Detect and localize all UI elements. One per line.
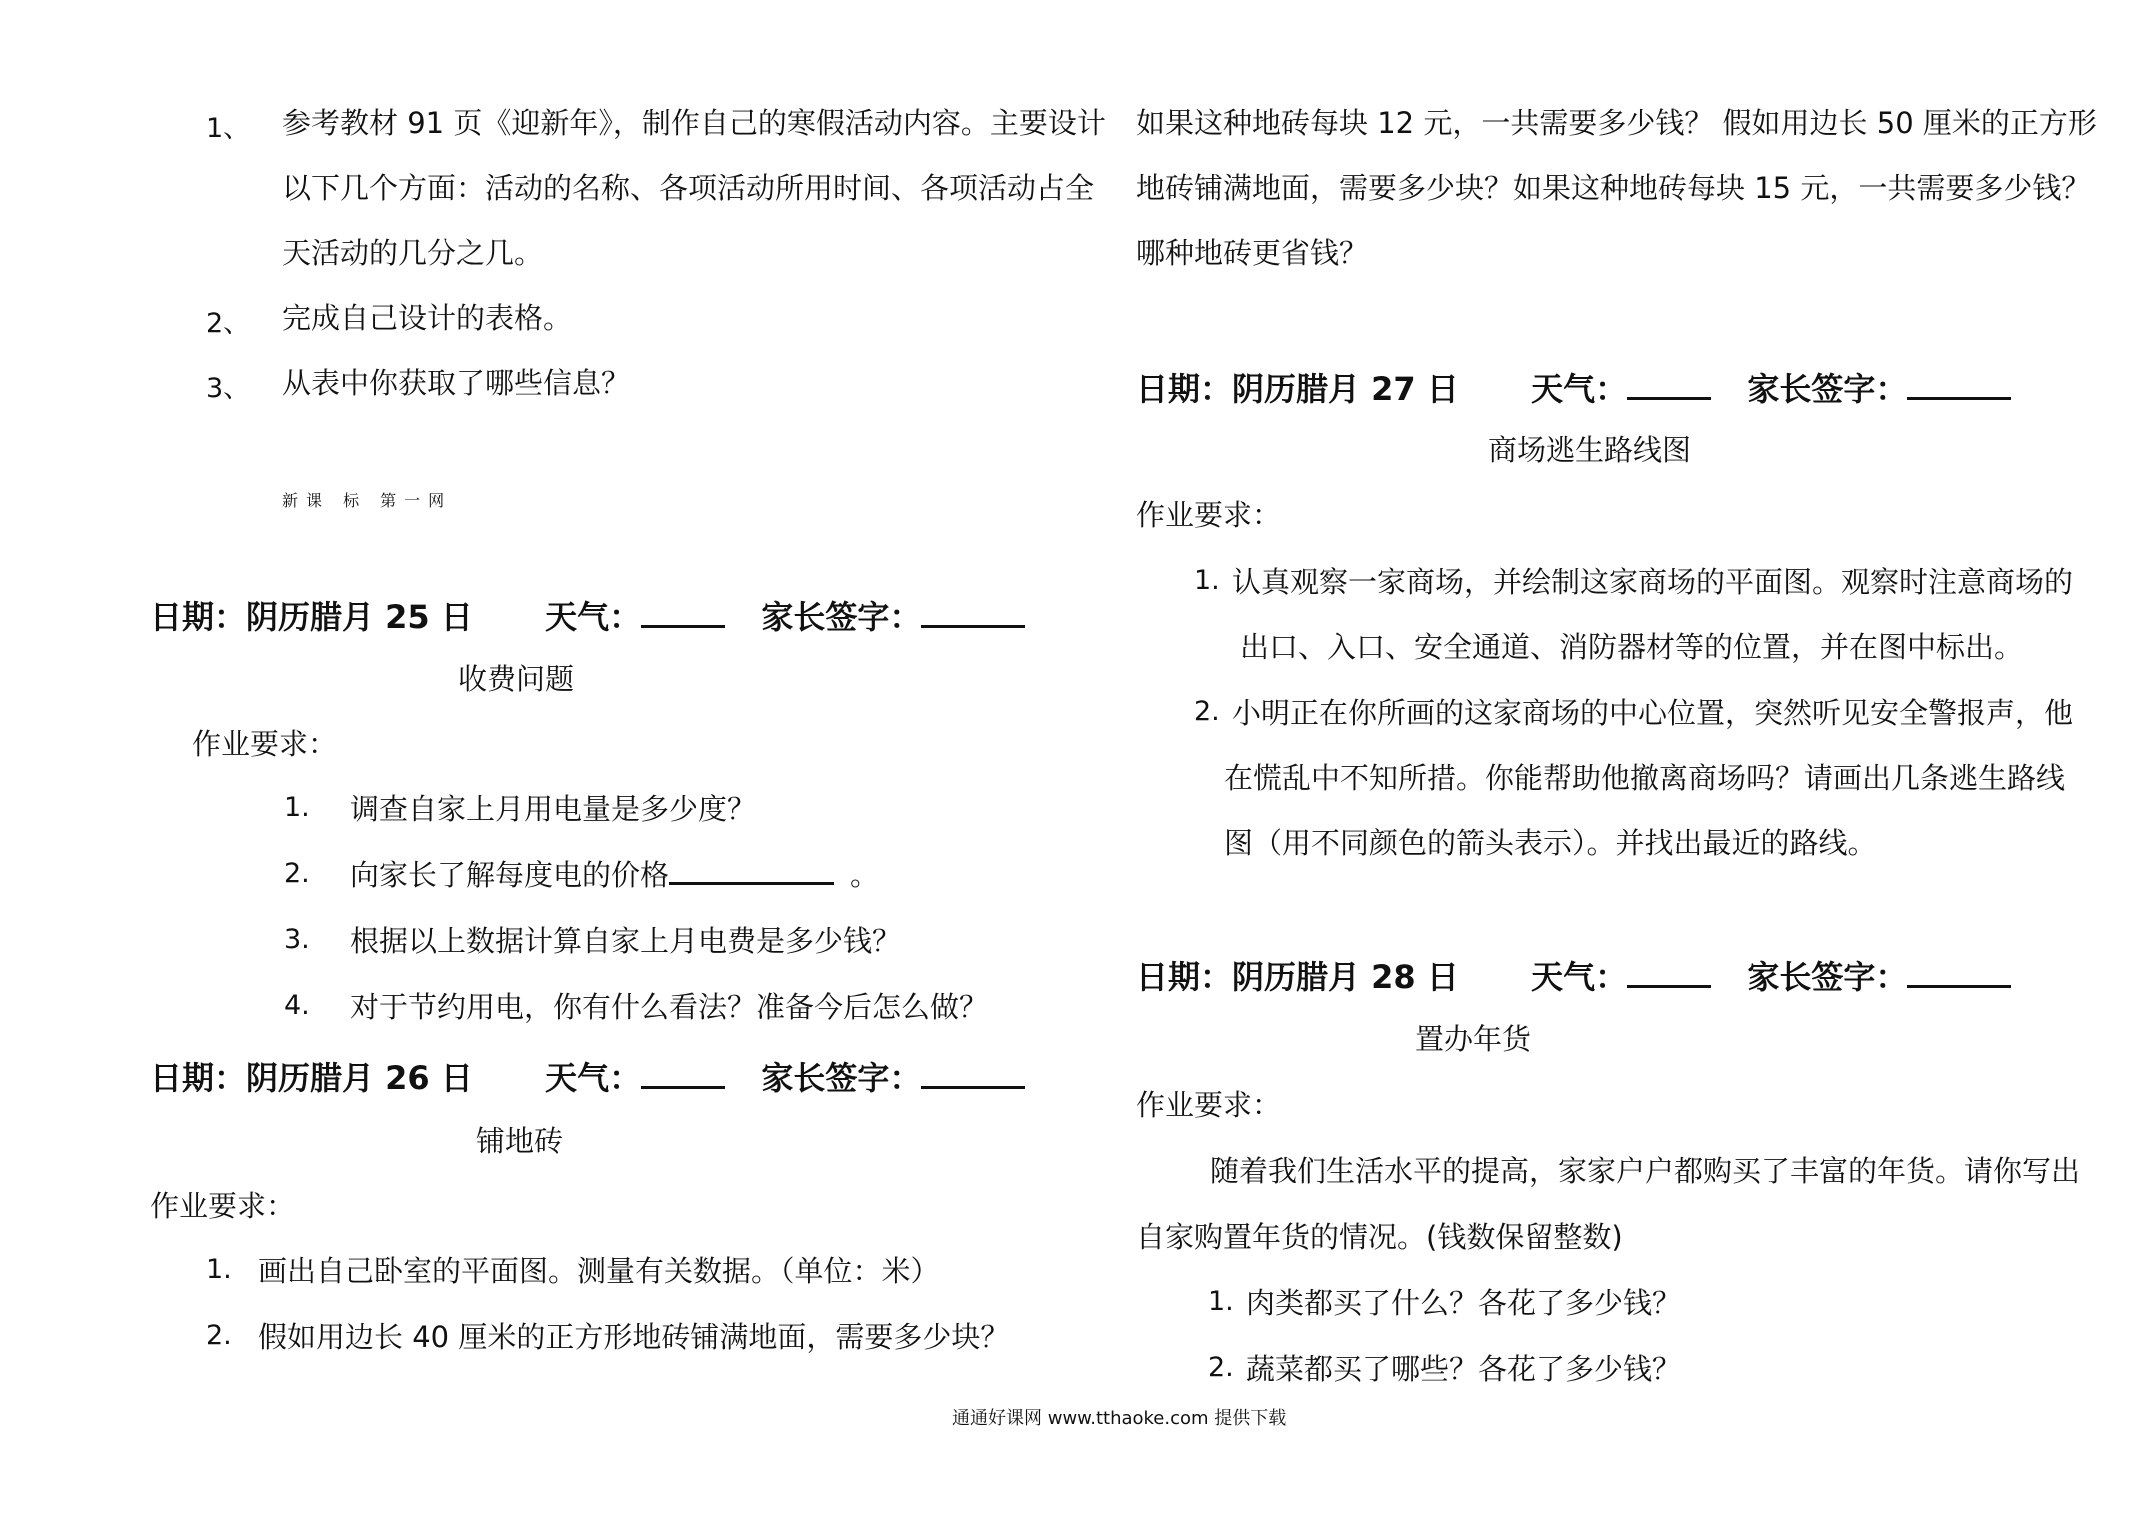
list-item-text: 根据以上数据计算自家上月电费是多少钱？ [350,924,902,958]
date-heading [1136,364,2011,410]
list-number: 2. [206,1320,232,1351]
list-number: 3. [284,924,310,955]
date-label: 日期：阴历腊月 25 日 [150,598,473,636]
requirement-label: 作业要求： [150,1189,296,1223]
date-heading [1136,952,2011,998]
list-number: 2. [284,858,310,889]
list-number: 1、 [206,113,251,144]
price-question: 向家长了解每度电的价格 [350,858,670,892]
signature-blank [1907,984,2011,988]
signature-blank [921,1085,1025,1089]
intro-text: 自家购置年货的情况。(钱数保留整数) [1136,1220,1623,1254]
list-number: 4. [284,990,310,1021]
continued-text: 哪种地砖更省钱？ [1136,236,1369,270]
watermark-text: 新课 标 第一网 [282,491,453,510]
list-item-text: 图（用不同颜色的箭头表示）。并找出最近的路线。 [1224,826,1877,860]
weather-blank [641,624,725,628]
weather-label: 天气： [545,1059,642,1097]
list-number: 1. [206,1254,232,1285]
list-item-text: 小明正在你所画的这家商场的中心位置，突然听见安全警报声，他 [1232,696,2074,730]
list-number: 2、 [206,308,251,339]
list-item-text: 调查自家上月用电量是多少度？ [350,792,757,826]
continued-text: 地砖铺满地面，需要多少块？如果这种地砖每块 15 元，一共需要多少钱？ [1136,171,2091,205]
list-number: 3、 [206,373,251,404]
section-title: 置办年货 [1415,1022,1532,1056]
list-item-text: 蔬菜都买了哪些？各花了多少钱？ [1246,1352,1682,1386]
list-number: 1. [1208,1286,1234,1317]
weather-blank [1627,984,1711,988]
list-item-text: 假如用边长 40 厘米的正方形地砖铺满地面，需要多少块？ [258,1320,1010,1354]
signature-blank [921,624,1025,628]
list-item-text: 肉类都买了什么？各花了多少钱？ [1246,1286,1682,1320]
list-item-text [350,858,879,893]
requirement-label: 作业要求： [1136,498,1282,532]
section-title: 铺地砖 [476,1124,564,1158]
weather-label: 天气： [545,598,642,636]
weather-label: 天气： [1531,958,1628,996]
list-number: 1. [1194,565,1220,596]
list-number: 2. [1194,696,1220,727]
list-item-text: 天活动的几分之几。 [282,236,544,270]
footer-text: 通通好课网 www.tthaoke.com 提供下载 [952,1408,1287,1429]
date-heading [150,1053,1025,1099]
list-number: 1. [284,792,310,823]
weather-blank [1627,396,1711,400]
signature-label: 家长签字： [1747,370,1908,408]
signature-label: 家长签字： [761,598,922,636]
list-item-text: 参考教材 91 页《迎新年》，制作自己的寒假活动内容。主要设计 [282,106,1106,140]
list-item-text: 以下几个方面：活动的名称、各项活动所用时间、各项活动占全 [282,171,1095,205]
intro-text: 随着我们生活水平的提高，家家户户都购买了丰富的年货。请你写出 [1210,1154,2081,1188]
requirement-label: 作业要求： [1136,1088,1282,1122]
weather-blank [641,1085,725,1089]
section-title: 收费问题 [458,662,575,696]
date-label: 日期：阴历腊月 27 日 [1136,370,1459,408]
list-item-text: 在慌乱中不知所措。你能帮助他撤离商场吗？请画出几条逃生路线 [1224,761,2066,795]
list-number: 2. [1208,1352,1234,1383]
price-blank [669,881,834,885]
list-item-text: 画出自己卧室的平面图。测量有关数据。（单位：米） [258,1254,940,1288]
list-item-text: 认真观察一家商场，并绘制这家商场的平面图。观察时注意商场的 [1232,565,2074,599]
weather-label: 天气： [1531,370,1628,408]
continued-text: 如果这种地砖每块 12 元，一共需要多少钱？ 假如用边长 50 厘米的正方形 [1136,106,2097,140]
period: 。 [850,858,880,892]
section-title: 商场逃生路线图 [1488,433,1692,467]
list-item-text: 完成自己设计的表格。 [282,301,573,335]
list-item-text: 对于节约用电，你有什么看法？准备今后怎么做？ [350,990,989,1024]
requirement-label: 作业要求： [192,727,338,761]
signature-label: 家长签字： [1747,958,1908,996]
signature-blank [1907,396,2011,400]
date-label: 日期：阴历腊月 26 日 [150,1059,473,1097]
signature-label: 家长签字： [761,1059,922,1097]
list-item-text: 从表中你获取了哪些信息？ [282,366,631,400]
list-item-text: 出口、入口、安全通道、消防器材等的位置，并在图中标出。 [1240,630,2024,664]
date-heading [150,592,1025,638]
date-label: 日期：阴历腊月 28 日 [1136,958,1459,996]
